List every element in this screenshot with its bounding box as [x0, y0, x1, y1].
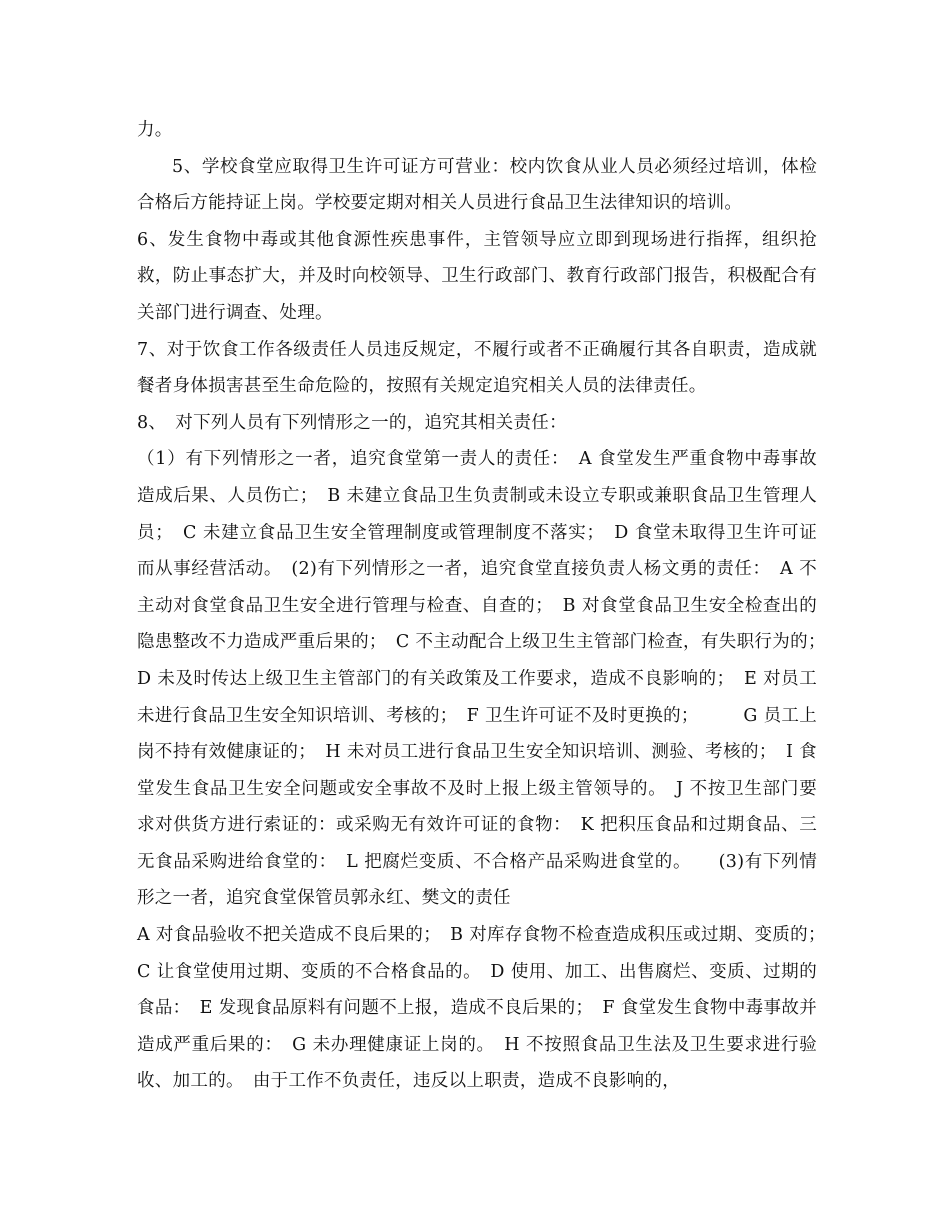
paragraph-item-8-details: （1）有下列情形之一者，追究食堂第一责人的责任： A 食堂发生严重食物中毒事故造成后果、人员伤亡； B 未建立食品卫生负责制或未设立专职或兼职食品卫生管理人员； C 未建立食品卫生安全管理制度或管理制度不落实； D 食堂未取得卫生许可证而从事经营活动。 (2)有下列情形之一者，追究食堂直接负责人杨文勇的责任： A 不主动对食堂食品卫生安全进行管理与检查、自查的； B 对食堂食品卫生安全检查出的隐患整改不力造成严重后果的； C 不主动配合上级卫生主管部门检查，有失职行为的； D 未及时传达上级卫生主管部门的有关政策及工作要求，造成不良影响的； E 对员工未进行食品卫生安全知识培训、考核的； F 卫生许可证不及时更换的； G 员工上岗不持有效健康证的； H 未对员工进行食品卫生安全知识培训、测验、考核的； I 食堂发生食品卫生安全问题或安全事故不及时上报上级主管领导的。 J 不按卫生部门要求对供货方进行索证的：或采购无有效许可证的食物： K 把积压食品和过期食品、三无食品采购进给食堂的： L 把腐烂变质、不合格产品采购进食堂的。 (3)有下列情形之一者，追究食堂保管员郭永红、樊文的责任	[137, 449, 835, 909]
paragraph-item-8-keeper: A 对食品验收不把关造成不良后果的； B 对库存食物不检查造成积压或过期、变质的； C 让食堂使用过期、变质的不合格食品的。 D 使用、加工、出售腐烂、变质、过期的食品： E 发现食品原料有问题不上报，造成不良后果的； F 食堂发生食物中毒事故并造成严重后果的： G 未办理健康证上岗的。 H 不按照食品卫生法及卫生要求进行验收、加工的。 由于工作不负责任，违反以上职责，造成不良影响的，	[137, 925, 835, 1092]
paragraph-item-7: 7、对于饮食工作各级责任人员违反规定，不履行或者不正确履行其各自职责，造成就餐者身体损害甚至生命危险的，按照有关规定追究相关人员的法律责任。	[137, 339, 817, 397]
paragraph-continuation: 力。	[137, 120, 173, 140]
document-body	[137, 112, 835, 1100]
paragraph-item-5: 5、学校食堂应取得卫生许可证方可营业：校内饮食从业人员必须经过培训，体检合格后方能持证上岗。学校要定期对相关人员进行食品卫生法律知识的培训。	[137, 156, 817, 214]
paragraph-item-6: 6、发生食物中毒或其他食源性疾患事件，主管领导应立即到现场进行指挥，组织抢救，防止事态扩大，并及时向校领导、卫生行政部门、教育行政部门报告，积极配合有关部门进行调查、处理。	[137, 229, 817, 323]
paragraph-item-8: 8、 对下列人员有下列情形之一的，追究其相关责任：	[137, 412, 567, 433]
